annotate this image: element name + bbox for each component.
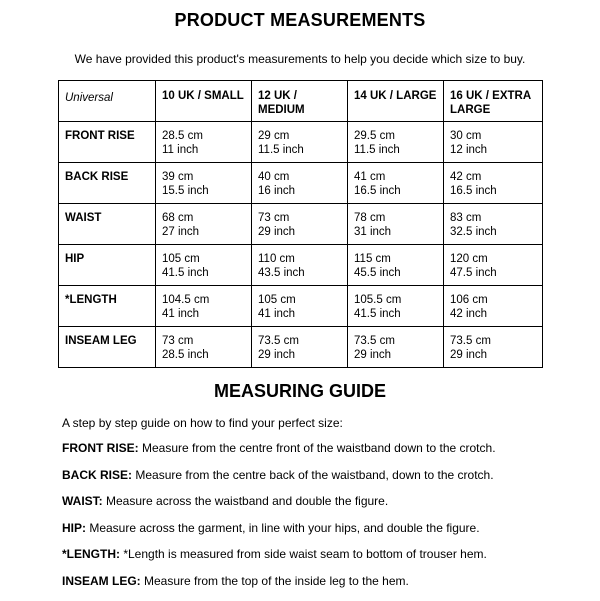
measurement-cell [156, 204, 252, 245]
value-cm: 29.5 cm [354, 130, 395, 142]
value-cm: 39 cm [162, 171, 194, 183]
row-label: HIP [59, 245, 156, 286]
guide-description: Measure from the centre front of the waistband down to the crotch. [138, 441, 496, 455]
intro-text: We have provided this product's measurements to help you decide which size to buy. [74, 52, 526, 66]
value-inch: 42 inch [450, 308, 488, 320]
value-inch: 12 inch [450, 144, 488, 156]
value-cm: 41 cm [354, 171, 386, 183]
value-inch: 43.5 inch [258, 267, 305, 279]
measurement-cell [444, 122, 543, 163]
table-row [59, 163, 543, 204]
value-inch: 47.5 inch [450, 267, 497, 279]
measurement-cell [156, 327, 252, 368]
value-inch: 11.5 inch [258, 144, 304, 156]
value-cm: 42 cm [450, 171, 482, 183]
value-inch: 16.5 inch [354, 185, 401, 197]
guide-item [62, 574, 582, 601]
table-row [59, 122, 543, 163]
value-inch: 31 inch [354, 226, 392, 238]
value-inch: 16.5 inch [450, 185, 497, 197]
measurement-cell [348, 327, 444, 368]
value-cm: 73.5 cm [258, 335, 299, 347]
measurement-cell [156, 163, 252, 204]
measurement-cell [252, 286, 348, 327]
measurement-cell [444, 286, 543, 327]
guide-intro: A step by step guide on how to find your perfect size: [62, 416, 343, 430]
guide-term: HIP: [62, 520, 86, 535]
guide-term: INSEAM LEG: [62, 573, 141, 588]
guide-term: *LENGTH: [62, 547, 120, 562]
column-header-size: 10 UK / SMALL [156, 81, 252, 122]
column-header-size: 14 UK / LARGE [348, 81, 444, 122]
guide-item [62, 468, 582, 495]
value-inch: 11 inch [162, 144, 199, 156]
measurement-cell [252, 163, 348, 204]
guide-item [62, 441, 582, 468]
measurement-cell [348, 122, 444, 163]
value-cm: 115 cm [354, 253, 391, 265]
value-cm: 106 cm [450, 294, 488, 306]
value-cm: 40 cm [258, 171, 290, 183]
guide-term: WAIST: [62, 494, 103, 509]
corner-label: Universal [59, 81, 156, 122]
size-table-header-row [59, 81, 543, 122]
value-inch: 41 inch [258, 308, 296, 320]
row-label: WAIST [59, 204, 156, 245]
table-row [59, 245, 543, 286]
value-inch: 27 inch [162, 226, 200, 238]
table-row [59, 204, 543, 245]
value-inch: 29 inch [450, 349, 488, 361]
guide-item [62, 547, 582, 574]
value-inch: 11.5 inch [354, 144, 400, 156]
measurement-cell [156, 122, 252, 163]
guide-description: Measure across the waistband and double the figure. [102, 494, 389, 509]
value-cm: 105 cm [258, 294, 296, 306]
value-cm: 30 cm [450, 130, 482, 142]
column-header-size: 16 UK / EXTRA LARGE [444, 81, 543, 122]
value-cm: 73 cm [162, 335, 194, 347]
value-cm: 73.5 cm [354, 335, 395, 347]
guide-description: Measure from the top of the inside leg to the hem. [140, 573, 409, 588]
value-cm: 28.5 cm [162, 130, 203, 142]
measurement-cell [348, 286, 444, 327]
measurement-cell [348, 163, 444, 204]
value-cm: 110 cm [258, 253, 295, 265]
row-label: FRONT RISE [59, 122, 156, 163]
guide-description: *Length is measured from side waist seam to bottom of trouser hem. [120, 547, 487, 562]
table-row [59, 327, 543, 368]
row-label: INSEAM LEG [59, 327, 156, 368]
measurement-cell [348, 245, 444, 286]
value-cm: 105 cm [162, 253, 200, 265]
guide-item [62, 521, 582, 548]
guide-list [62, 441, 582, 601]
value-inch: 41 inch [162, 308, 200, 320]
value-inch: 29 inch [258, 349, 296, 361]
measurement-cell [252, 122, 348, 163]
value-cm: 68 cm [162, 212, 194, 224]
measurement-cell [156, 245, 252, 286]
guide-description: Measure across the garment, in line with your hips, and double the figure. [86, 520, 480, 535]
measurement-cell [252, 204, 348, 245]
guide-item [62, 494, 582, 521]
guide-title: MEASURING GUIDE [213, 381, 386, 401]
measurement-cell [252, 327, 348, 368]
value-cm: 73 cm [258, 212, 290, 224]
value-cm: 120 cm [450, 253, 488, 265]
value-inch: 16 inch [258, 185, 296, 197]
value-cm: 78 cm [354, 212, 386, 224]
value-inch: 41.5 inch [354, 308, 401, 320]
value-inch: 28.5 inch [162, 349, 209, 361]
row-label: *LENGTH [59, 286, 156, 327]
measurement-cell [156, 286, 252, 327]
guide-term: FRONT RISE: [62, 441, 139, 455]
guide-term: BACK RISE: [62, 467, 133, 482]
table-row [59, 286, 543, 327]
value-cm: 104.5 cm [162, 294, 210, 306]
guide-description: Measure from the centre back of the waistband, down to the crotch. [132, 467, 494, 482]
value-inch: 15.5 inch [162, 185, 209, 197]
value-cm: 73.5 cm [450, 335, 491, 347]
row-label: BACK RISE [59, 163, 156, 204]
value-inch: 32.5 inch [450, 226, 497, 238]
measurement-cell [444, 245, 543, 286]
page-title: PRODUCT MEASUREMENTS [174, 10, 426, 30]
value-inch: 29 inch [354, 349, 392, 361]
value-inch: 41.5 inch [162, 267, 209, 279]
measurement-cell [444, 204, 543, 245]
size-table [58, 80, 543, 368]
column-header-size: 12 UK / MEDIUM [252, 81, 348, 122]
value-cm: 29 cm [258, 130, 290, 142]
value-inch: 45.5 inch [354, 267, 401, 279]
value-cm: 83 cm [450, 212, 482, 224]
value-cm: 105.5 cm [354, 294, 402, 306]
measurement-cell [444, 163, 543, 204]
measurement-cell [348, 204, 444, 245]
value-inch: 29 inch [258, 226, 296, 238]
measurement-cell [444, 327, 543, 368]
measurement-cell [252, 245, 348, 286]
